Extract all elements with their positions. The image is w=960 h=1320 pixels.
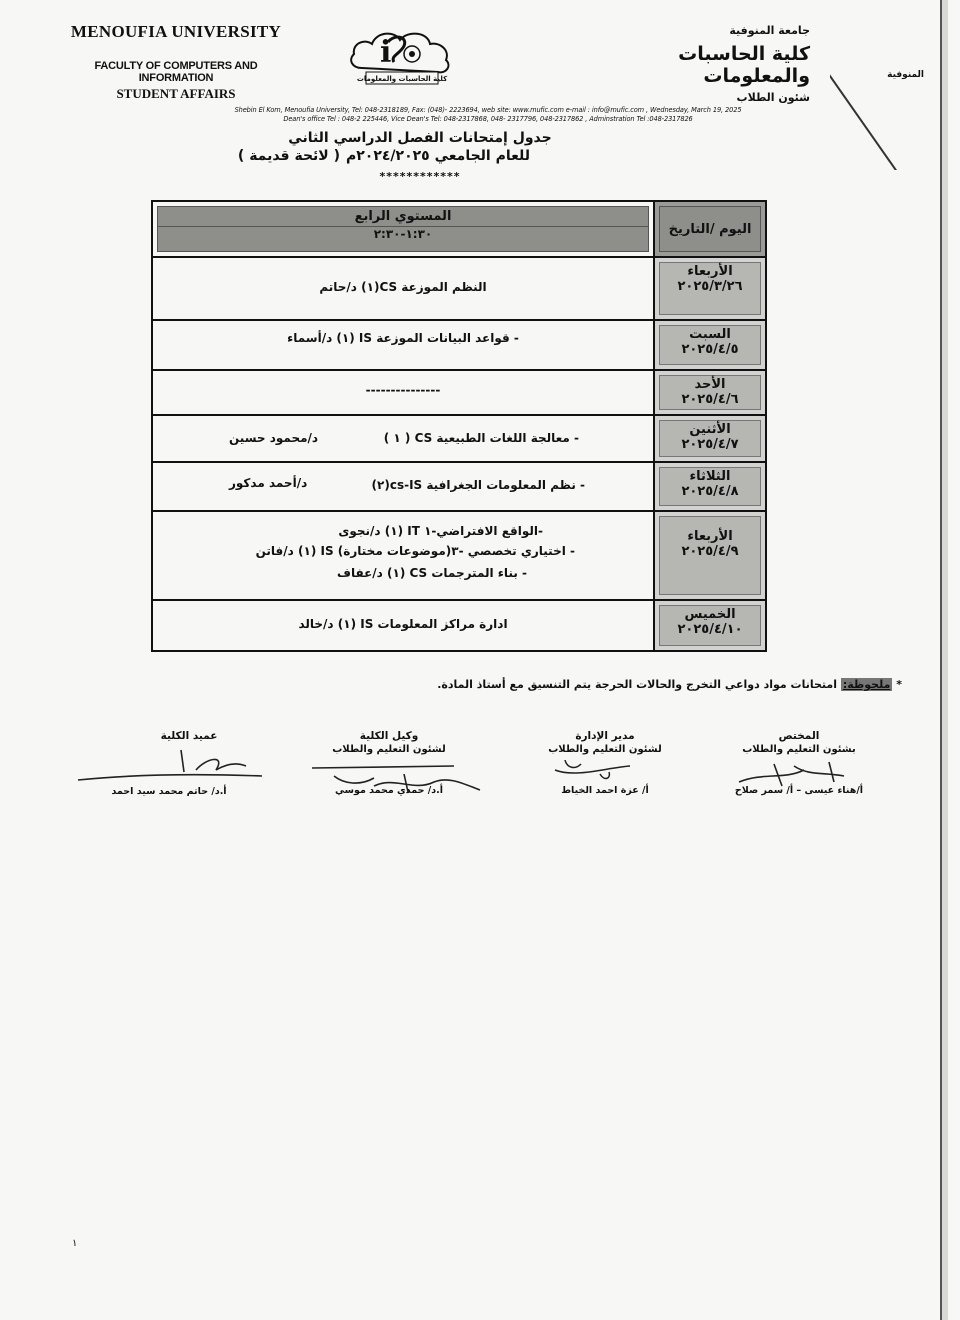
- table-row: [153, 601, 765, 650]
- signature-title: المختص: [778, 730, 820, 742]
- table-row: [153, 512, 765, 601]
- row-date: ٢٠٢٥/٤/٧: [681, 437, 739, 452]
- signature-name: أ/ عزة احمد الخياط: [561, 785, 649, 796]
- signature-block-specialist: [724, 730, 874, 796]
- svg-text:i: i: [380, 35, 392, 70]
- signature-subtitle: بشئون التعليم والطلاب: [742, 744, 856, 755]
- signature-block-director: [535, 730, 675, 796]
- table-row: [153, 416, 765, 463]
- exam-doctor: د/أحمد مدكور: [229, 476, 308, 490]
- signature-name: أ.د/ حاتم محمد سيد احمد: [111, 786, 227, 797]
- corner-text: المنوفية: [887, 70, 924, 80]
- department-name-en: STUDENT AFFAIRS: [116, 86, 236, 101]
- signature-subtitle: لشئون التعليم والطلاب: [548, 744, 662, 755]
- exam-entry: ---------------: [365, 383, 441, 397]
- header-english: [56, 22, 296, 102]
- department-name-ar: شئون الطلاب: [736, 91, 810, 104]
- note: [437, 678, 902, 691]
- note-label: ملحوظة:: [842, 678, 891, 691]
- header-level-cell: [157, 206, 649, 252]
- faculty-name-en: FACULTY OF COMPUTERS AND INFORMATION: [94, 60, 258, 84]
- exam-entry: - معالجة اللغات الطبيعية CS ( ١ ): [383, 431, 579, 445]
- signature-name: أ/هناء عيسى – أ/ سمر صلاح: [734, 785, 864, 796]
- exam-entry: - اختياري تخصصي -٣(موضوعات مختارة) IS (١) د/فاتن: [255, 544, 575, 558]
- row-date: ٢٠٢٥/٤/٨: [681, 484, 739, 499]
- faculty-name-ar: كلية الحاسبات والمعلومات: [678, 43, 810, 87]
- signature-title: مدير الإدارة: [575, 730, 635, 742]
- header-level: المستوي الرابع: [354, 209, 452, 224]
- row-day: السبت: [689, 327, 731, 342]
- contact-info: [228, 106, 748, 124]
- exam-entry: - بناء المترجمات CS (١) د/عفاف: [337, 566, 527, 580]
- row-day: الأحد: [694, 377, 726, 392]
- page-number: ١: [72, 1238, 78, 1249]
- row-date: ٢٠٢٥/٤/٥: [681, 342, 739, 357]
- exam-schedule-title: جدول إمتحانات الفصل الدراسي الثاني: [288, 130, 552, 146]
- document-titles: [160, 130, 680, 183]
- header-time: ١:٣٠-٢:٣٠: [158, 226, 648, 241]
- header-day-date: اليوم /التاريخ: [659, 206, 761, 252]
- exam-entry: - قواعد البيانات الموزعة IS (١) د/أسماء: [287, 331, 519, 345]
- row-date: ٢٠٢٥/٤/١٠: [677, 622, 743, 637]
- handwritten-signature: [545, 748, 665, 788]
- contact-line-1: Shebin El Kom, Menoufia University, Tel: 048-2318189, Fax: (048)- 2223694, web site: www.mufic.com e-mail : info@mufic.com , Wednesday, March 19, 2025: [234, 106, 742, 114]
- signature-block-dean: [84, 730, 254, 797]
- table-row: [153, 321, 765, 371]
- regulation-label: ( لائحة قديمة ): [237, 148, 340, 164]
- exam-entry: ادارة مراكز المعلومات IS (١) د/خالد: [298, 617, 508, 631]
- faculty-logo: [342, 24, 460, 94]
- stars-divider: ************: [379, 170, 461, 183]
- row-day: الثلاثاء: [689, 469, 731, 484]
- exam-entry: - نظم المعلومات الجغرافية cs-IS(٢): [371, 478, 585, 492]
- row-day: الأثنين: [689, 422, 731, 437]
- contact-line-2: Dean's office Tel : 048-2 225446, Vice Dean's Tel: 048-2317868, 048- 2317796, 048-2317862 , Adminstration Tel :048-2317826: [283, 115, 693, 123]
- row-day: الخميس: [684, 607, 736, 622]
- row-date: ٢٠٢٥/٣/٢٦: [677, 279, 743, 294]
- signature-title: عميد الكلية: [160, 730, 218, 742]
- logo-caption: كلية الحاسبات والمعلومات: [356, 75, 448, 83]
- page-edge: [940, 0, 948, 1320]
- exam-schedule-table: [151, 200, 767, 652]
- note-star: *: [896, 678, 902, 691]
- row-date: ٢٠٢٥/٤/٩: [681, 544, 739, 559]
- university-name-en: MENOUFIA UNIVERSITY: [70, 22, 282, 41]
- university-name-ar: جامعة المنوفية: [729, 24, 810, 37]
- corner-decoration: [830, 0, 960, 170]
- row-date: ٢٠٢٥/٤/٦: [681, 392, 739, 407]
- row-day: الأربعاء: [687, 529, 733, 544]
- table-row: [153, 371, 765, 416]
- exam-doctor: د/محمود حسين: [229, 431, 319, 445]
- signature-block-vice-dean: [314, 730, 464, 796]
- row-day: الأربعاء: [687, 264, 733, 279]
- header-arabic: [610, 24, 810, 104]
- handwritten-signature: [734, 752, 864, 792]
- note-text: امتحانات مواد دواعي التخرج والحالات الحرجة يتم التنسيق مع أستاذ المادة.: [437, 678, 841, 691]
- handwritten-signature: [76, 740, 266, 790]
- table-row: [153, 463, 765, 512]
- table-row: [153, 258, 765, 321]
- academic-year: للعام الجامعي ٢٠٢٤/٢٠٢٥م: [345, 148, 530, 164]
- handwritten-signature: [304, 746, 484, 796]
- signature-title: وكيل الكلية: [359, 730, 419, 742]
- exam-entry: -الواقع الافتراضي-١ IT (١) د/نجوى: [338, 524, 543, 538]
- signature-subtitle: لشئون التعليم والطلاب: [332, 744, 446, 755]
- table-header-row: [153, 202, 765, 258]
- exam-entry: النظم الموزعة CS(١) د/حاتم: [319, 280, 487, 294]
- signature-name: أ.د/ حمدي محمد موسي: [335, 785, 443, 796]
